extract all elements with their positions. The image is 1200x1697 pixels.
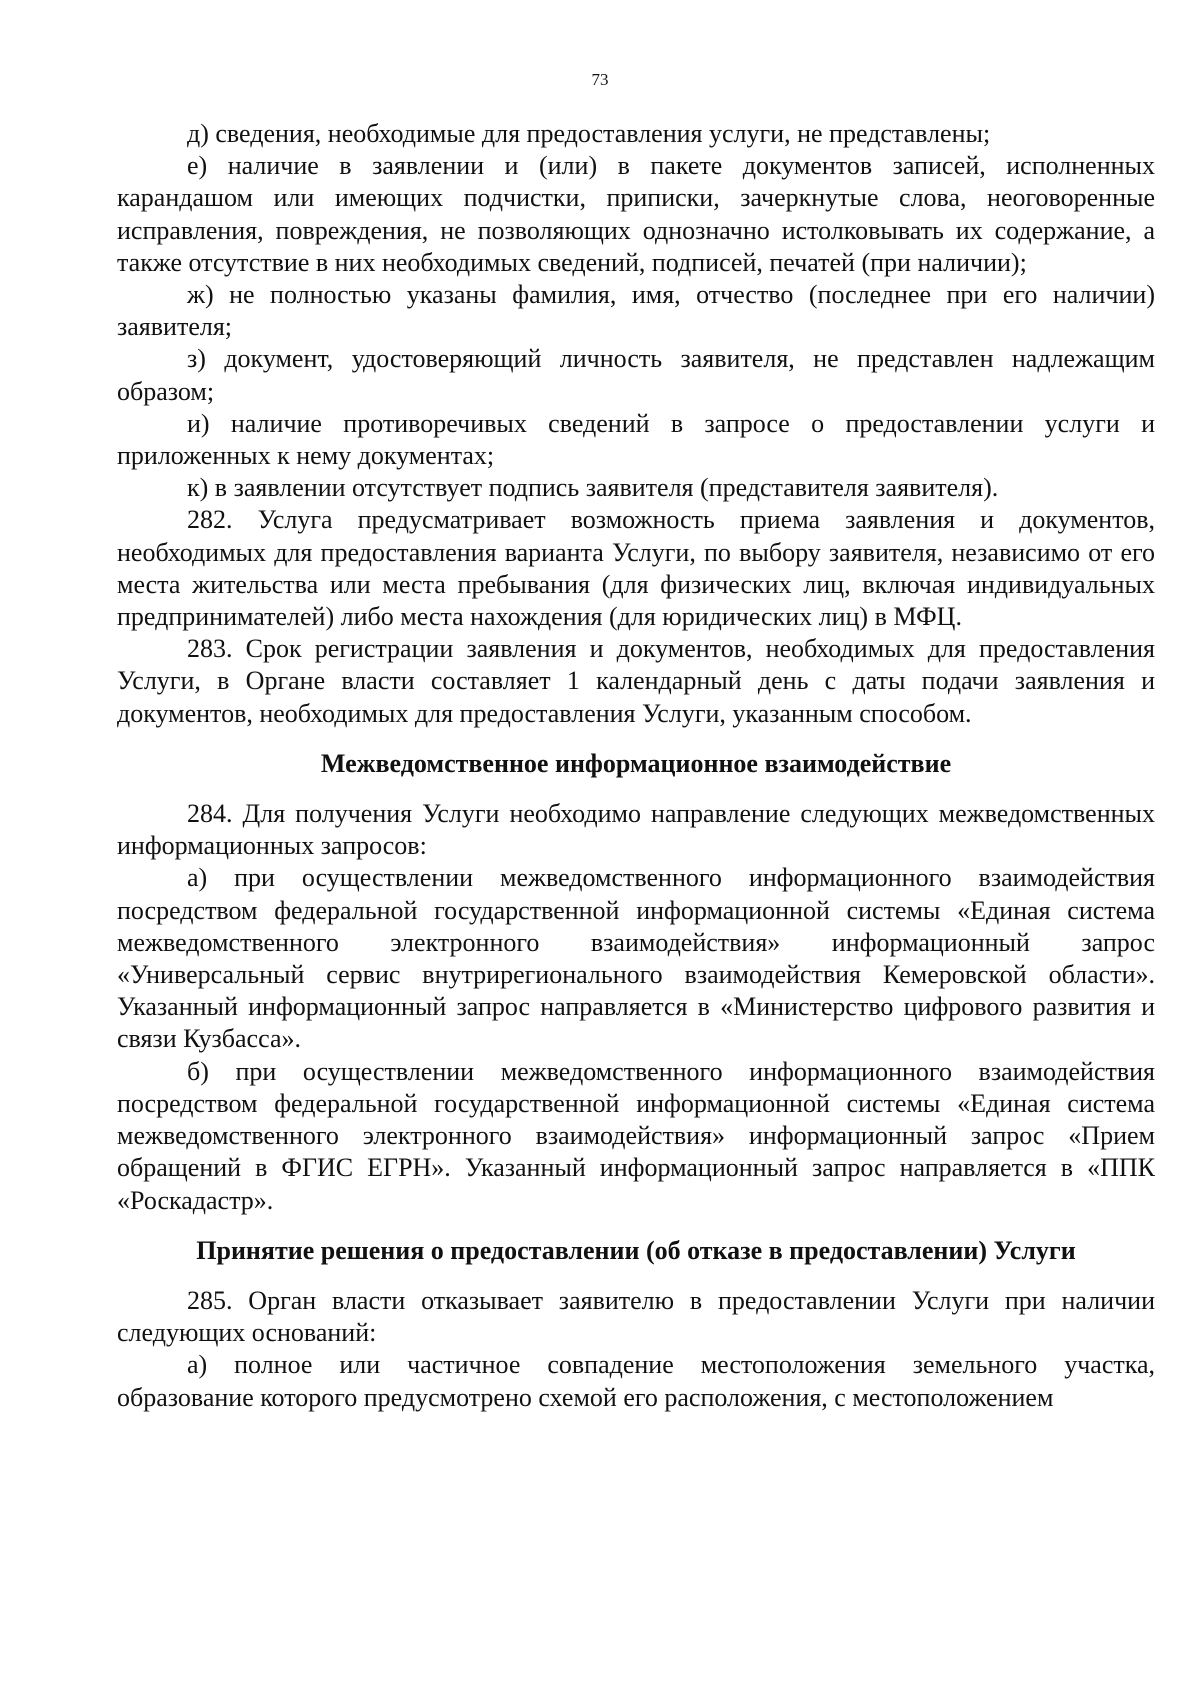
page-number: 73 — [591, 70, 609, 89]
section-heading-interagency: Межведомственное информационное взаимодействие — [320, 748, 952, 778]
paragraph-284-b: б) при осуществлении межведомственного информационного взаимодействия посредством федеральной государственной информационной системы «Единая система межведомственного электронного взаимодействия» информационный запрос «Прием обращений в ФГИС ЕГРН». Указанный информационный запрос направляется в «ППК «Роскадастр». — [117, 1056, 1155, 1215]
paragraph-282: 282. Услуга предусматривает возможность приема заявления и документов, необходимых для предоставления варианта Услуги, по выбору заявителя, независимо от его места жительства или места пребывания (для физических лиц, включая индивидуальных предпринимателей) либо места нахождения (для юридических лиц) в МФЦ. — [117, 505, 1155, 632]
document-body — [117, 118, 1155, 1414]
paragraph-285: 285. Орган власти отказывает заявителю в предоставлении Услуги при наличии следующих оснований: — [117, 1285, 1155, 1348]
paragraph-d: д) сведения, необходимые для предоставления услуги, не представлены; — [187, 119, 991, 148]
paragraph-z: з) документ, удостоверяющий личность заявителя, не представлен надлежащим образом; — [117, 344, 1155, 406]
paragraph-283: 283. Срок регистрации заявления и документов, необходимых для предоставления Услуги, в Органе власти составляет 1 календарный день с даты подачи заявления и документов, необходимых для предоставления Услуги, указанным способом. — [117, 634, 1155, 728]
paragraph-284: 284. Для получения Услуги необходимо направление следующих межведомственных информационных запросов: — [117, 799, 1155, 861]
paragraph-i: и) наличие противоречивых сведений в запросе о предоставлении услуги и приложенных к нему документах; — [117, 408, 1155, 471]
section-heading-decision: Принятие решения о предоставлении (об отказе в предоставлении) Услуги — [196, 1235, 1076, 1265]
paragraph-284-a: а) при осуществлении межведомственного информационного взаимодействия посредством федеральной государственной информационной системы «Единая система межведомственного электронного взаимодействия» информационный запрос «Универсальный сервис внутрирегионального взаимодействия Кемеровской области». Указанный информационный запрос направляется в «Министерство цифрового развития и связи Кузбасса». — [117, 863, 1155, 1054]
paragraph-k: к) в заявлении отсутствует подпись заявителя (представителя заявителя). — [187, 473, 999, 503]
paragraph-e: е) наличие в заявлении и (или) в пакете документов записей, исполненных карандашом или имеющих подчистки, приписки, зачеркнутые слова, неоговоренные исправления, повреждения, не позволяющих однозначно истолковывать их содержание, а также отсутствие в них необходимых сведений, подписей, печатей (при наличии); — [117, 151, 1155, 277]
paragraph-285-a: а) полное или частичное совпадение местоположения земельного участка, образование которого предусмотрено схемой его расположения, с местоположением — [117, 1350, 1155, 1412]
paragraph-zh: ж) не полностью указаны фамилия, имя, отчество (последнее при его наличии) заявителя; — [117, 280, 1155, 342]
